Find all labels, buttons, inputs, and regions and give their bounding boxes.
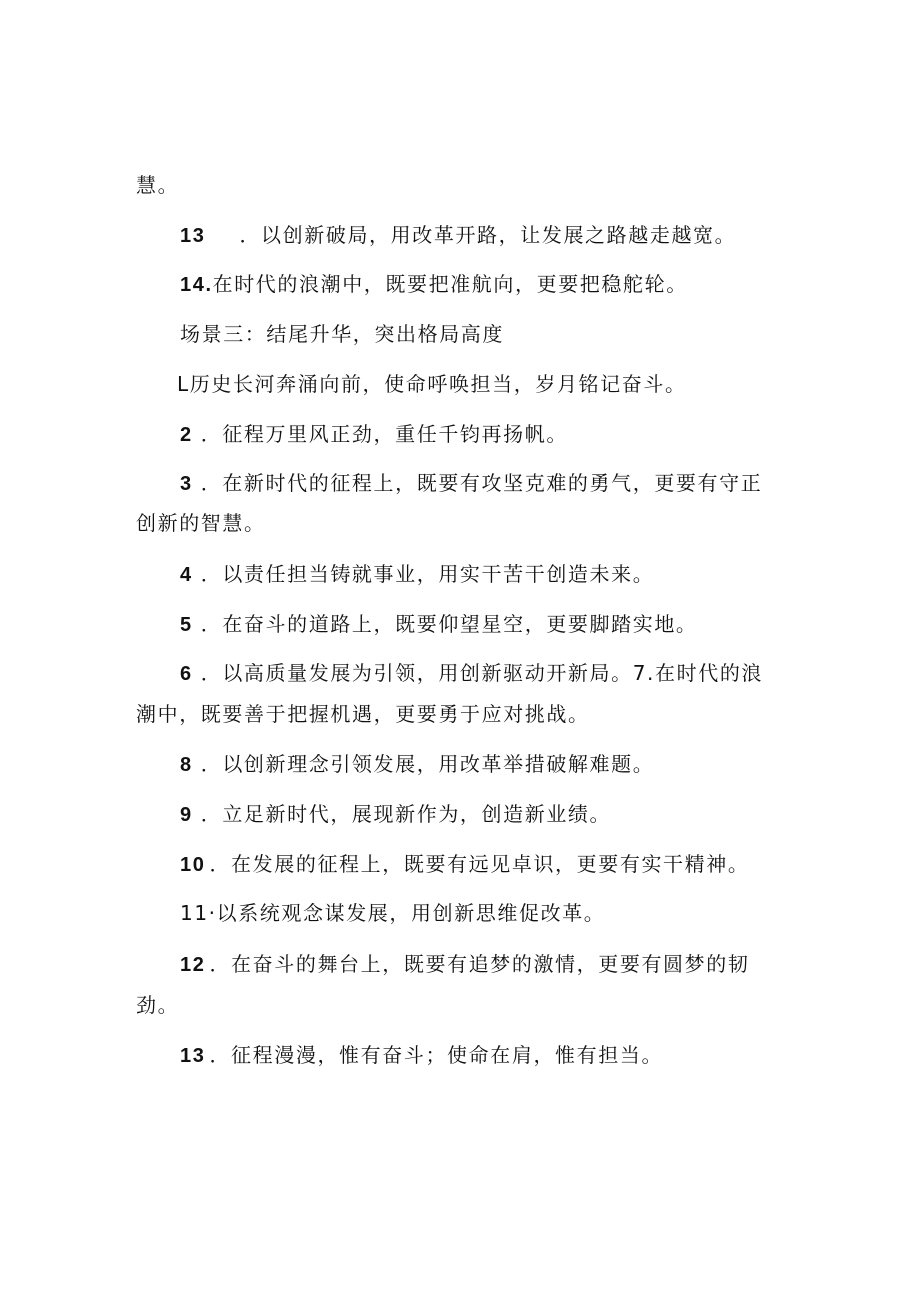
text-line: 10 ．在发展的征程上，既要有远见卓识，更要有实干精神。 — [180, 852, 750, 876]
item-number: 5 — [180, 614, 193, 636]
text-line: 劲。 — [136, 993, 180, 1017]
text-line: 创新的智慧。 — [136, 511, 266, 535]
text-line: 11·以系统观念谋发展，用创新思维促改革。 — [180, 901, 606, 925]
item-number: 13 — [180, 225, 206, 247]
text-line: L历史长河奔涌向前，使命呼唤担当，岁月铭记奋斗。 — [177, 372, 687, 396]
item-number: 3 — [180, 473, 193, 495]
text-line: 12 ．在奋斗的舞台上，既要有追梦的激情，更要有圆梦的韧 — [180, 952, 750, 976]
text-line: 8 ．以创新理念引领发展，用改革举措破解难题。 — [180, 752, 655, 776]
text-line: 13 ．征程漫漫，惟有奋斗；使命在肩，惟有担当。 — [180, 1043, 664, 1067]
text-line: 9 ．立足新时代，展现新作为，创造新业绩。 — [180, 802, 612, 826]
text-line: 4 ．以责任担当铸就事业，用实干苦干创造未来。 — [180, 562, 655, 586]
item-number: 13 — [180, 1045, 206, 1067]
text-line: 5 ．在奋斗的道路上，既要仰望星空，更要脚踏实地。 — [180, 612, 698, 636]
item-number: 2 — [180, 424, 193, 446]
text-line: 3 ．在新时代的征程上，既要有攻坚克难的勇气，更要有守正 — [180, 471, 763, 495]
text-line: 2 ．征程万里风正劲，重任千钧再扬帆。 — [180, 422, 568, 446]
item-number: 10 — [180, 854, 206, 876]
text-line: 13 ．以创新破局，用改革开路，让发展之路越走越宽。 — [180, 223, 737, 247]
item-number: 12 — [180, 954, 206, 976]
item-number: 4 — [180, 564, 193, 586]
text-line: 6 ．以高质量发展为引领，用创新驱动开新局。7.在时代的浪 — [180, 661, 764, 685]
item-number: 9 — [180, 804, 193, 826]
section-heading: 场景三：结尾升华，突出格局高度 — [180, 322, 504, 346]
item-number: 6 — [180, 663, 193, 685]
item-number: 8 — [180, 754, 193, 776]
text-line: 慧。 — [136, 173, 180, 197]
text-line: 14.在时代的浪潮中，既要把准航向，更要把稳舵轮。 — [180, 272, 688, 296]
item-number: 14. — [180, 274, 213, 296]
text-line: 潮中，既要善于把握机遇，更要勇于应对挑战。 — [136, 702, 590, 726]
